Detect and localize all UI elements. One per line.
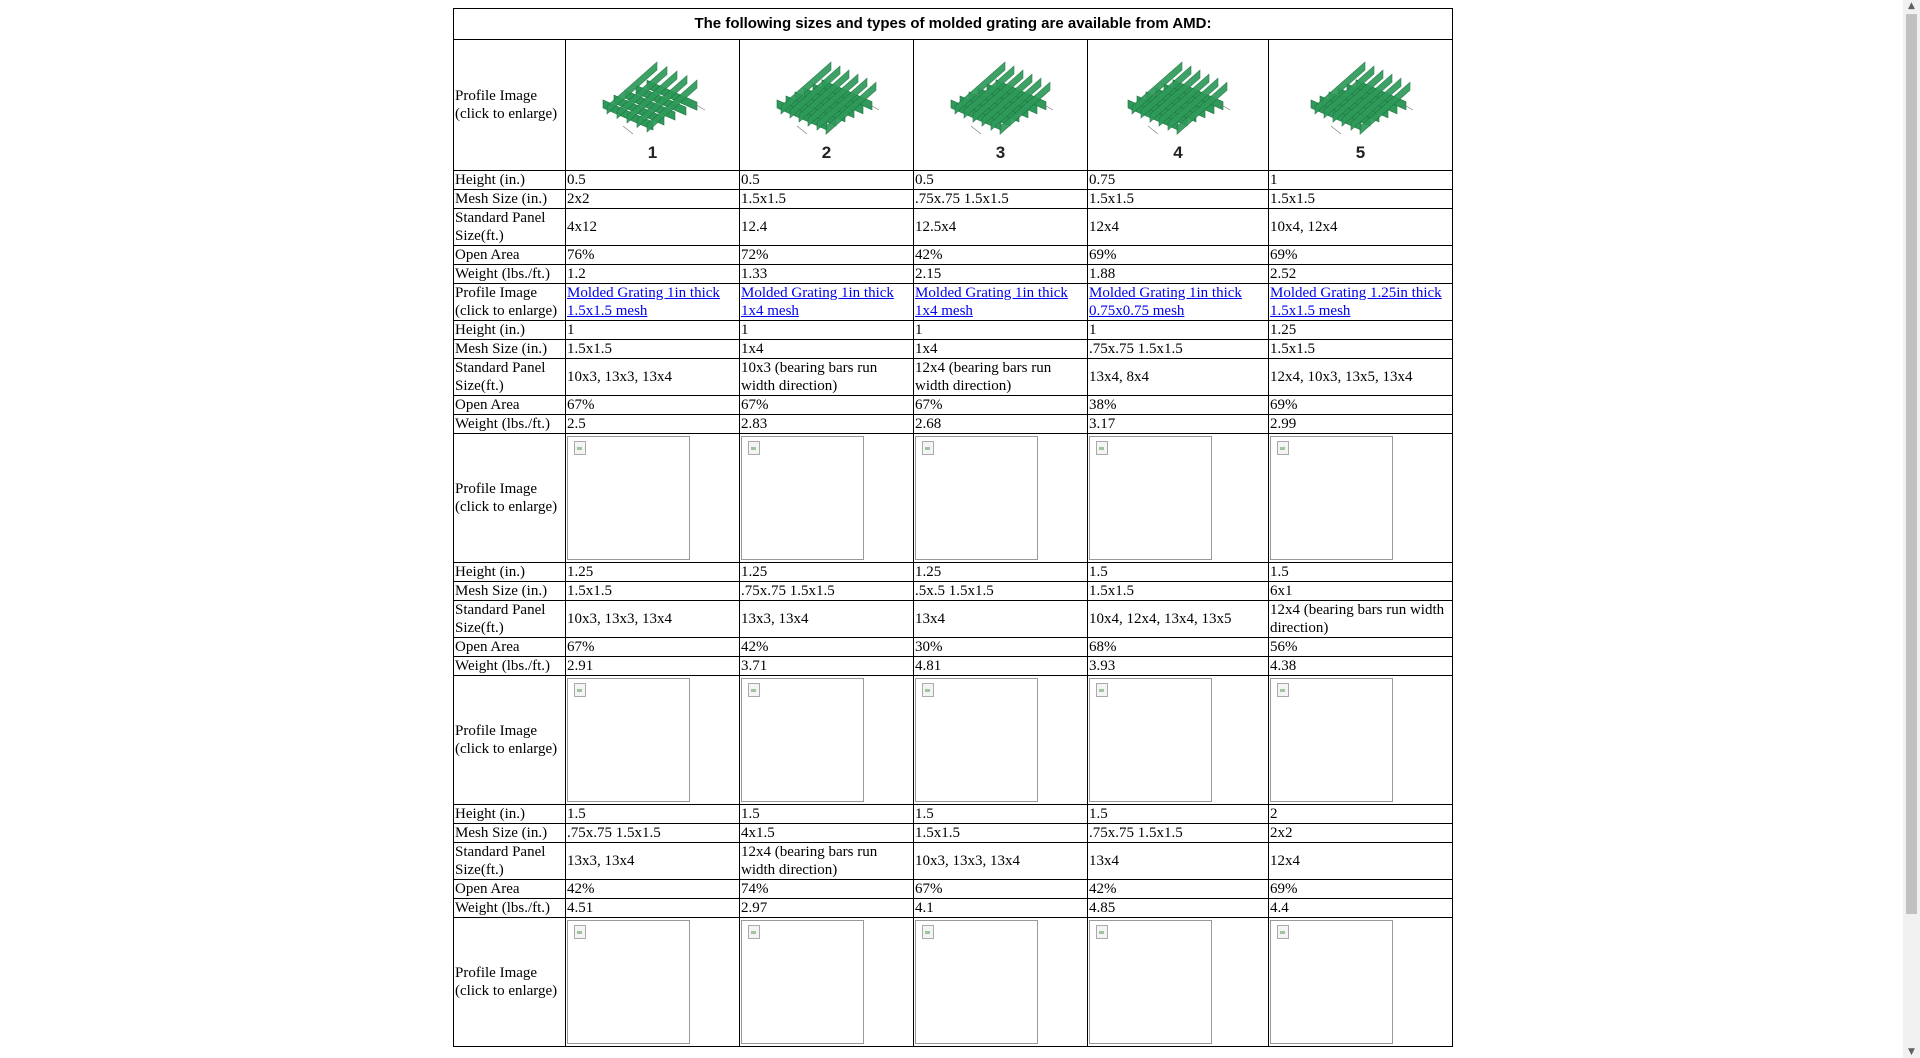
mesh-size-row <box>454 190 1453 209</box>
profile-image-placeholder-cell <box>566 434 740 563</box>
profile-link-row <box>454 284 1453 321</box>
spec-cell: 1 <box>914 321 1088 340</box>
spec-cell: 2.97 <box>740 899 914 918</box>
profile-image-placeholder-cell <box>740 918 914 1047</box>
spec-cell: 2.15 <box>914 265 1088 284</box>
spec-cell: 1 <box>1269 171 1453 190</box>
profile-image-cell <box>914 40 1088 171</box>
profile-image-link[interactable]: Molded Grating 1in thick 0.75x0.75 mesh <box>1089 285 1242 319</box>
vertical-scrollbar[interactable] <box>1903 0 1920 1058</box>
row-label-panel-size: Standard Panel Size(ft.) <box>454 359 566 396</box>
spec-cell: 1.5 <box>566 805 740 824</box>
weight-row <box>454 899 1453 918</box>
spec-cell: 1.5 <box>914 805 1088 824</box>
spec-cell: .75x.75 1.5x1.5 <box>914 190 1088 209</box>
row-label-open-area: Open Area <box>454 246 566 265</box>
profile-link-cell <box>1088 284 1269 321</box>
spec-cell: 10x3, 13x3, 13x4 <box>914 843 1088 880</box>
row-label-panel-size: Standard Panel Size(ft.) <box>454 843 566 880</box>
spec-cell: 1.5x1.5 <box>740 190 914 209</box>
mesh-size-row <box>454 824 1453 843</box>
spec-cell: 68% <box>1088 638 1269 657</box>
row-label-profile-image: Profile Image (click to enlarge) <box>454 918 566 1047</box>
profile-image-placeholder-cell <box>566 918 740 1047</box>
broken-image-icon <box>748 441 760 455</box>
row-label-panel-size: Standard Panel Size(ft.) <box>454 209 566 246</box>
spec-cell: 4.38 <box>1269 657 1453 676</box>
spec-cell: 12x4 (bearing bars run width direction) <box>1269 601 1453 638</box>
broken-image-frame[interactable] <box>1089 920 1212 1044</box>
spec-cell: 4.51 <box>566 899 740 918</box>
spec-cell: 1.5x1.5 <box>566 340 740 359</box>
panel-size-row <box>454 359 1453 396</box>
row-label-mesh-size: Mesh Size (in.) <box>454 582 566 601</box>
spec-cell: 1.25 <box>914 563 1088 582</box>
spec-cell: 42% <box>740 638 914 657</box>
profile-number: 4 <box>1173 143 1183 162</box>
profile-image-placeholder-cell <box>740 676 914 805</box>
row-label-profile-image: Profile Image (click to enlarge) <box>454 40 566 171</box>
spec-cell: 13x3, 13x4 <box>566 843 740 880</box>
spec-cell: 2.5 <box>566 415 740 434</box>
open-area-row <box>454 396 1453 415</box>
broken-image-frame[interactable] <box>915 678 1038 802</box>
spec-cell: 30% <box>914 638 1088 657</box>
spec-cell: 1.5x1.5 <box>566 582 740 601</box>
profile-image-placeholder-cell <box>1269 676 1453 805</box>
scroll-down-arrow-icon[interactable]: ▼ <box>1908 1047 1915 1057</box>
spec-cell: 1x4 <box>740 340 914 359</box>
open-area-row <box>454 246 1453 265</box>
spec-cell: 1.5x1.5 <box>1269 340 1453 359</box>
row-label-height: Height (in.) <box>454 805 566 824</box>
spec-cell: 1.25 <box>566 563 740 582</box>
profile-image-placeholder-cell <box>914 918 1088 1047</box>
profile-image-placeholder-cell <box>1269 918 1453 1047</box>
spec-cell: 67% <box>914 396 1088 415</box>
spec-cell: 72% <box>740 246 914 265</box>
broken-image-icon <box>1096 925 1108 939</box>
profile-image-placeholder-cell <box>914 434 1088 563</box>
spec-cell: 1.33 <box>740 265 914 284</box>
broken-image-icon <box>1096 441 1108 455</box>
broken-image-icon <box>922 683 934 697</box>
spec-cell: 2.68 <box>914 415 1088 434</box>
broken-image-icon <box>574 683 586 697</box>
broken-image-frame[interactable] <box>741 436 864 560</box>
spec-cell: .75x.75 1.5x1.5 <box>1088 340 1269 359</box>
spec-cell: 38% <box>1088 396 1269 415</box>
grating-table-body <box>454 9 1453 1047</box>
spec-cell: 13x3, 13x4 <box>740 601 914 638</box>
broken-image-icon <box>748 683 760 697</box>
profile-link-cell <box>1269 284 1453 321</box>
spec-cell: 12.4 <box>740 209 914 246</box>
spec-cell: 1 <box>566 321 740 340</box>
spec-cell: .75x.75 1.5x1.5 <box>1088 824 1269 843</box>
height-row <box>454 171 1453 190</box>
spec-cell: 10x3, 13x3, 13x4 <box>566 359 740 396</box>
broken-image-frame[interactable] <box>915 436 1038 560</box>
spec-cell: 1.88 <box>1088 265 1269 284</box>
spec-cell: 12x4 (bearing bars run width direction) <box>740 843 914 880</box>
profile-image-placeholder-row <box>454 434 1453 563</box>
spec-cell: 0.5 <box>566 171 740 190</box>
spec-cell: 2.91 <box>566 657 740 676</box>
spec-cell: 10x4, 12x4 <box>1269 209 1453 246</box>
profile-image-placeholder-cell <box>1088 676 1269 805</box>
spec-cell: 1.5x1.5 <box>1088 582 1269 601</box>
broken-image-frame[interactable] <box>1089 678 1212 802</box>
spec-cell: 1.5 <box>740 805 914 824</box>
spec-cell: 2.99 <box>1269 415 1453 434</box>
spec-cell: 12x4 <box>1088 209 1269 246</box>
open-area-row <box>454 638 1453 657</box>
broken-image-icon <box>1277 441 1289 455</box>
height-row <box>454 321 1453 340</box>
spec-cell: 1 <box>740 321 914 340</box>
broken-image-icon <box>1096 683 1108 697</box>
profile-number: 2 <box>821 143 832 162</box>
row-label-mesh-size: Mesh Size (in.) <box>454 340 566 359</box>
row-label-open-area: Open Area <box>454 638 566 657</box>
spec-cell: 4.85 <box>1088 899 1269 918</box>
spec-cell: 4.4 <box>1269 899 1453 918</box>
scroll-up-arrow-icon[interactable]: ▲ <box>1908 1 1915 11</box>
spec-cell: 1.5 <box>1088 805 1269 824</box>
mesh-size-row <box>454 582 1453 601</box>
profile-image-placeholder-row <box>454 676 1453 805</box>
mesh-size-row <box>454 340 1453 359</box>
row-label-profile-image: Profile Image (click to enlarge) <box>454 434 566 563</box>
spec-cell: 1x4 <box>914 340 1088 359</box>
row-label-height: Height (in.) <box>454 321 566 340</box>
spec-cell: .75x.75 1.5x1.5 <box>740 582 914 601</box>
profile-image-cell <box>566 40 740 171</box>
profile-image-cell <box>1269 40 1453 171</box>
spec-cell: 2.83 <box>740 415 914 434</box>
spec-cell: 1.5x1.5 <box>1088 190 1269 209</box>
grating-table <box>453 8 1453 1047</box>
spec-cell: 1 <box>1088 321 1269 340</box>
grating-profile-image[interactable] <box>1118 48 1238 138</box>
row-label-height: Height (in.) <box>454 171 566 190</box>
spec-cell: 42% <box>1088 880 1269 899</box>
row-label-open-area: Open Area <box>454 880 566 899</box>
spec-cell: 1.25 <box>740 563 914 582</box>
profile-image-row <box>454 40 1453 171</box>
grating-profile-image[interactable] <box>767 48 887 138</box>
profile-link-cell <box>914 284 1088 321</box>
panel-size-row <box>454 601 1453 638</box>
open-area-row <box>454 880 1453 899</box>
spec-cell: 0.5 <box>740 171 914 190</box>
page-title: The following sizes and types of molded grating are available from AMD: <box>454 9 1453 40</box>
spec-cell: 1.5 <box>1269 563 1453 582</box>
spec-cell: .5x.5 1.5x1.5 <box>914 582 1088 601</box>
grating-profile-image[interactable] <box>1301 48 1421 138</box>
panel-size-row <box>454 209 1453 246</box>
broken-image-frame[interactable] <box>1089 436 1212 560</box>
broken-image-frame[interactable] <box>915 920 1038 1044</box>
spec-cell: .75x.75 1.5x1.5 <box>566 824 740 843</box>
spec-cell: 12x4 (bearing bars run width direction) <box>914 359 1088 396</box>
profile-image-placeholder-cell <box>740 434 914 563</box>
spec-cell: 12x4 <box>1269 843 1453 880</box>
spec-cell: 2 <box>1269 805 1453 824</box>
broken-image-icon <box>922 925 934 939</box>
spec-cell: 4.81 <box>914 657 1088 676</box>
weight-row <box>454 415 1453 434</box>
broken-image-icon <box>1277 683 1289 697</box>
broken-image-icon <box>1277 925 1289 939</box>
row-label-weight: Weight (lbs./ft.) <box>454 657 566 676</box>
row-label-panel-size: Standard Panel Size(ft.) <box>454 601 566 638</box>
spec-cell: 4x12 <box>566 209 740 246</box>
broken-image-frame[interactable] <box>1270 678 1393 802</box>
spec-cell: 2.52 <box>1269 265 1453 284</box>
spec-cell: 42% <box>914 246 1088 265</box>
grating-table-wrapper <box>453 8 1452 1047</box>
broken-image-frame[interactable] <box>567 920 690 1044</box>
profile-link-cell <box>740 284 914 321</box>
row-label-profile-image: Profile Image (click to enlarge) <box>454 284 566 321</box>
spec-cell: 67% <box>566 396 740 415</box>
row-label-mesh-size: Mesh Size (in.) <box>454 824 566 843</box>
spec-cell: 42% <box>566 880 740 899</box>
broken-image-frame[interactable] <box>1270 920 1393 1044</box>
spec-cell: 69% <box>1269 396 1453 415</box>
row-label-weight: Weight (lbs./ft.) <box>454 899 566 918</box>
spec-cell: 0.5 <box>914 171 1088 190</box>
spec-cell: 74% <box>740 880 914 899</box>
spec-cell: 12x4, 10x3, 13x5, 13x4 <box>1269 359 1453 396</box>
spec-cell: 6x1 <box>1269 582 1453 601</box>
broken-image-frame[interactable] <box>741 678 864 802</box>
row-label-mesh-size: Mesh Size (in.) <box>454 190 566 209</box>
profile-number: 1 <box>647 143 658 162</box>
spec-cell: 1.5 <box>1088 563 1269 582</box>
spec-cell: 76% <box>566 246 740 265</box>
profile-image-placeholder-cell <box>914 676 1088 805</box>
spec-cell: 13x4 <box>1088 843 1269 880</box>
spec-cell: 3.93 <box>1088 657 1269 676</box>
grating-profile-image[interactable] <box>593 48 713 138</box>
profile-image-placeholder-cell <box>1088 918 1269 1047</box>
row-label-weight: Weight (lbs./ft.) <box>454 265 566 284</box>
height-row <box>454 563 1453 582</box>
profile-image-link[interactable]: Molded Grating 1in thick 1.5x1.5 mesh <box>567 285 720 319</box>
spec-cell: 67% <box>740 396 914 415</box>
profile-image-placeholder-cell <box>566 676 740 805</box>
spec-cell: 13x4, 8x4 <box>1088 359 1269 396</box>
spec-cell: 69% <box>1269 880 1453 899</box>
scroll-thumb[interactable] <box>1906 14 1917 914</box>
spec-cell: 0.75 <box>1088 171 1269 190</box>
profile-image-link[interactable]: Molded Grating 1in thick 1x4 mesh <box>915 285 1068 319</box>
profile-link-cell <box>566 284 740 321</box>
spec-cell: 3.17 <box>1088 415 1269 434</box>
profile-image-cell <box>740 40 914 171</box>
profile-image-placeholder-row <box>454 918 1453 1047</box>
spec-cell: 1.25 <box>1269 321 1453 340</box>
row-label-profile-image: Profile Image (click to enlarge) <box>454 676 566 805</box>
row-label-weight: Weight (lbs./ft.) <box>454 415 566 434</box>
spec-cell: 69% <box>1088 246 1269 265</box>
profile-number: 3 <box>995 143 1006 162</box>
profile-image-link[interactable]: Molded Grating 1.25in thick 1.5x1.5 mesh <box>1270 285 1442 319</box>
title-row <box>454 9 1453 40</box>
panel-size-row <box>454 843 1453 880</box>
spec-cell: 10x3 (bearing bars run width direction) <box>740 359 914 396</box>
spec-cell: 67% <box>566 638 740 657</box>
broken-image-frame[interactable] <box>1270 436 1393 560</box>
spec-cell: 10x3, 13x3, 13x4 <box>566 601 740 638</box>
broken-image-icon <box>748 925 760 939</box>
spec-cell: 3.71 <box>740 657 914 676</box>
spec-cell: 56% <box>1269 638 1453 657</box>
spec-cell: 13x4 <box>914 601 1088 638</box>
broken-image-icon <box>574 441 586 455</box>
broken-image-icon <box>574 925 586 939</box>
spec-cell: 1.2 <box>566 265 740 284</box>
profile-image-placeholder-cell <box>1088 434 1269 563</box>
broken-image-frame[interactable] <box>741 920 864 1044</box>
weight-row <box>454 265 1453 284</box>
spec-cell: 2x2 <box>566 190 740 209</box>
spec-cell: 4x1.5 <box>740 824 914 843</box>
broken-image-icon <box>922 441 934 455</box>
profile-image-placeholder-cell <box>1269 434 1453 563</box>
broken-image-frame[interactable] <box>567 436 690 560</box>
weight-row <box>454 657 1453 676</box>
spec-cell: 2x2 <box>1269 824 1453 843</box>
spec-cell: 1.5x1.5 <box>1269 190 1453 209</box>
broken-image-frame[interactable] <box>567 678 690 802</box>
spec-cell: 10x4, 12x4, 13x4, 13x5 <box>1088 601 1269 638</box>
profile-image-cell <box>1088 40 1269 171</box>
spec-cell: 67% <box>914 880 1088 899</box>
height-row <box>454 805 1453 824</box>
spec-cell: 69% <box>1269 246 1453 265</box>
spec-cell: 12.5x4 <box>914 209 1088 246</box>
spec-cell: 1.5x1.5 <box>914 824 1088 843</box>
row-label-height: Height (in.) <box>454 563 566 582</box>
grating-profile-image[interactable] <box>941 48 1061 138</box>
profile-number: 5 <box>1355 143 1366 162</box>
row-label-open-area: Open Area <box>454 396 566 415</box>
spec-cell: 4.1 <box>914 899 1088 918</box>
profile-image-link[interactable]: Molded Grating 1in thick 1x4 mesh <box>741 285 894 319</box>
